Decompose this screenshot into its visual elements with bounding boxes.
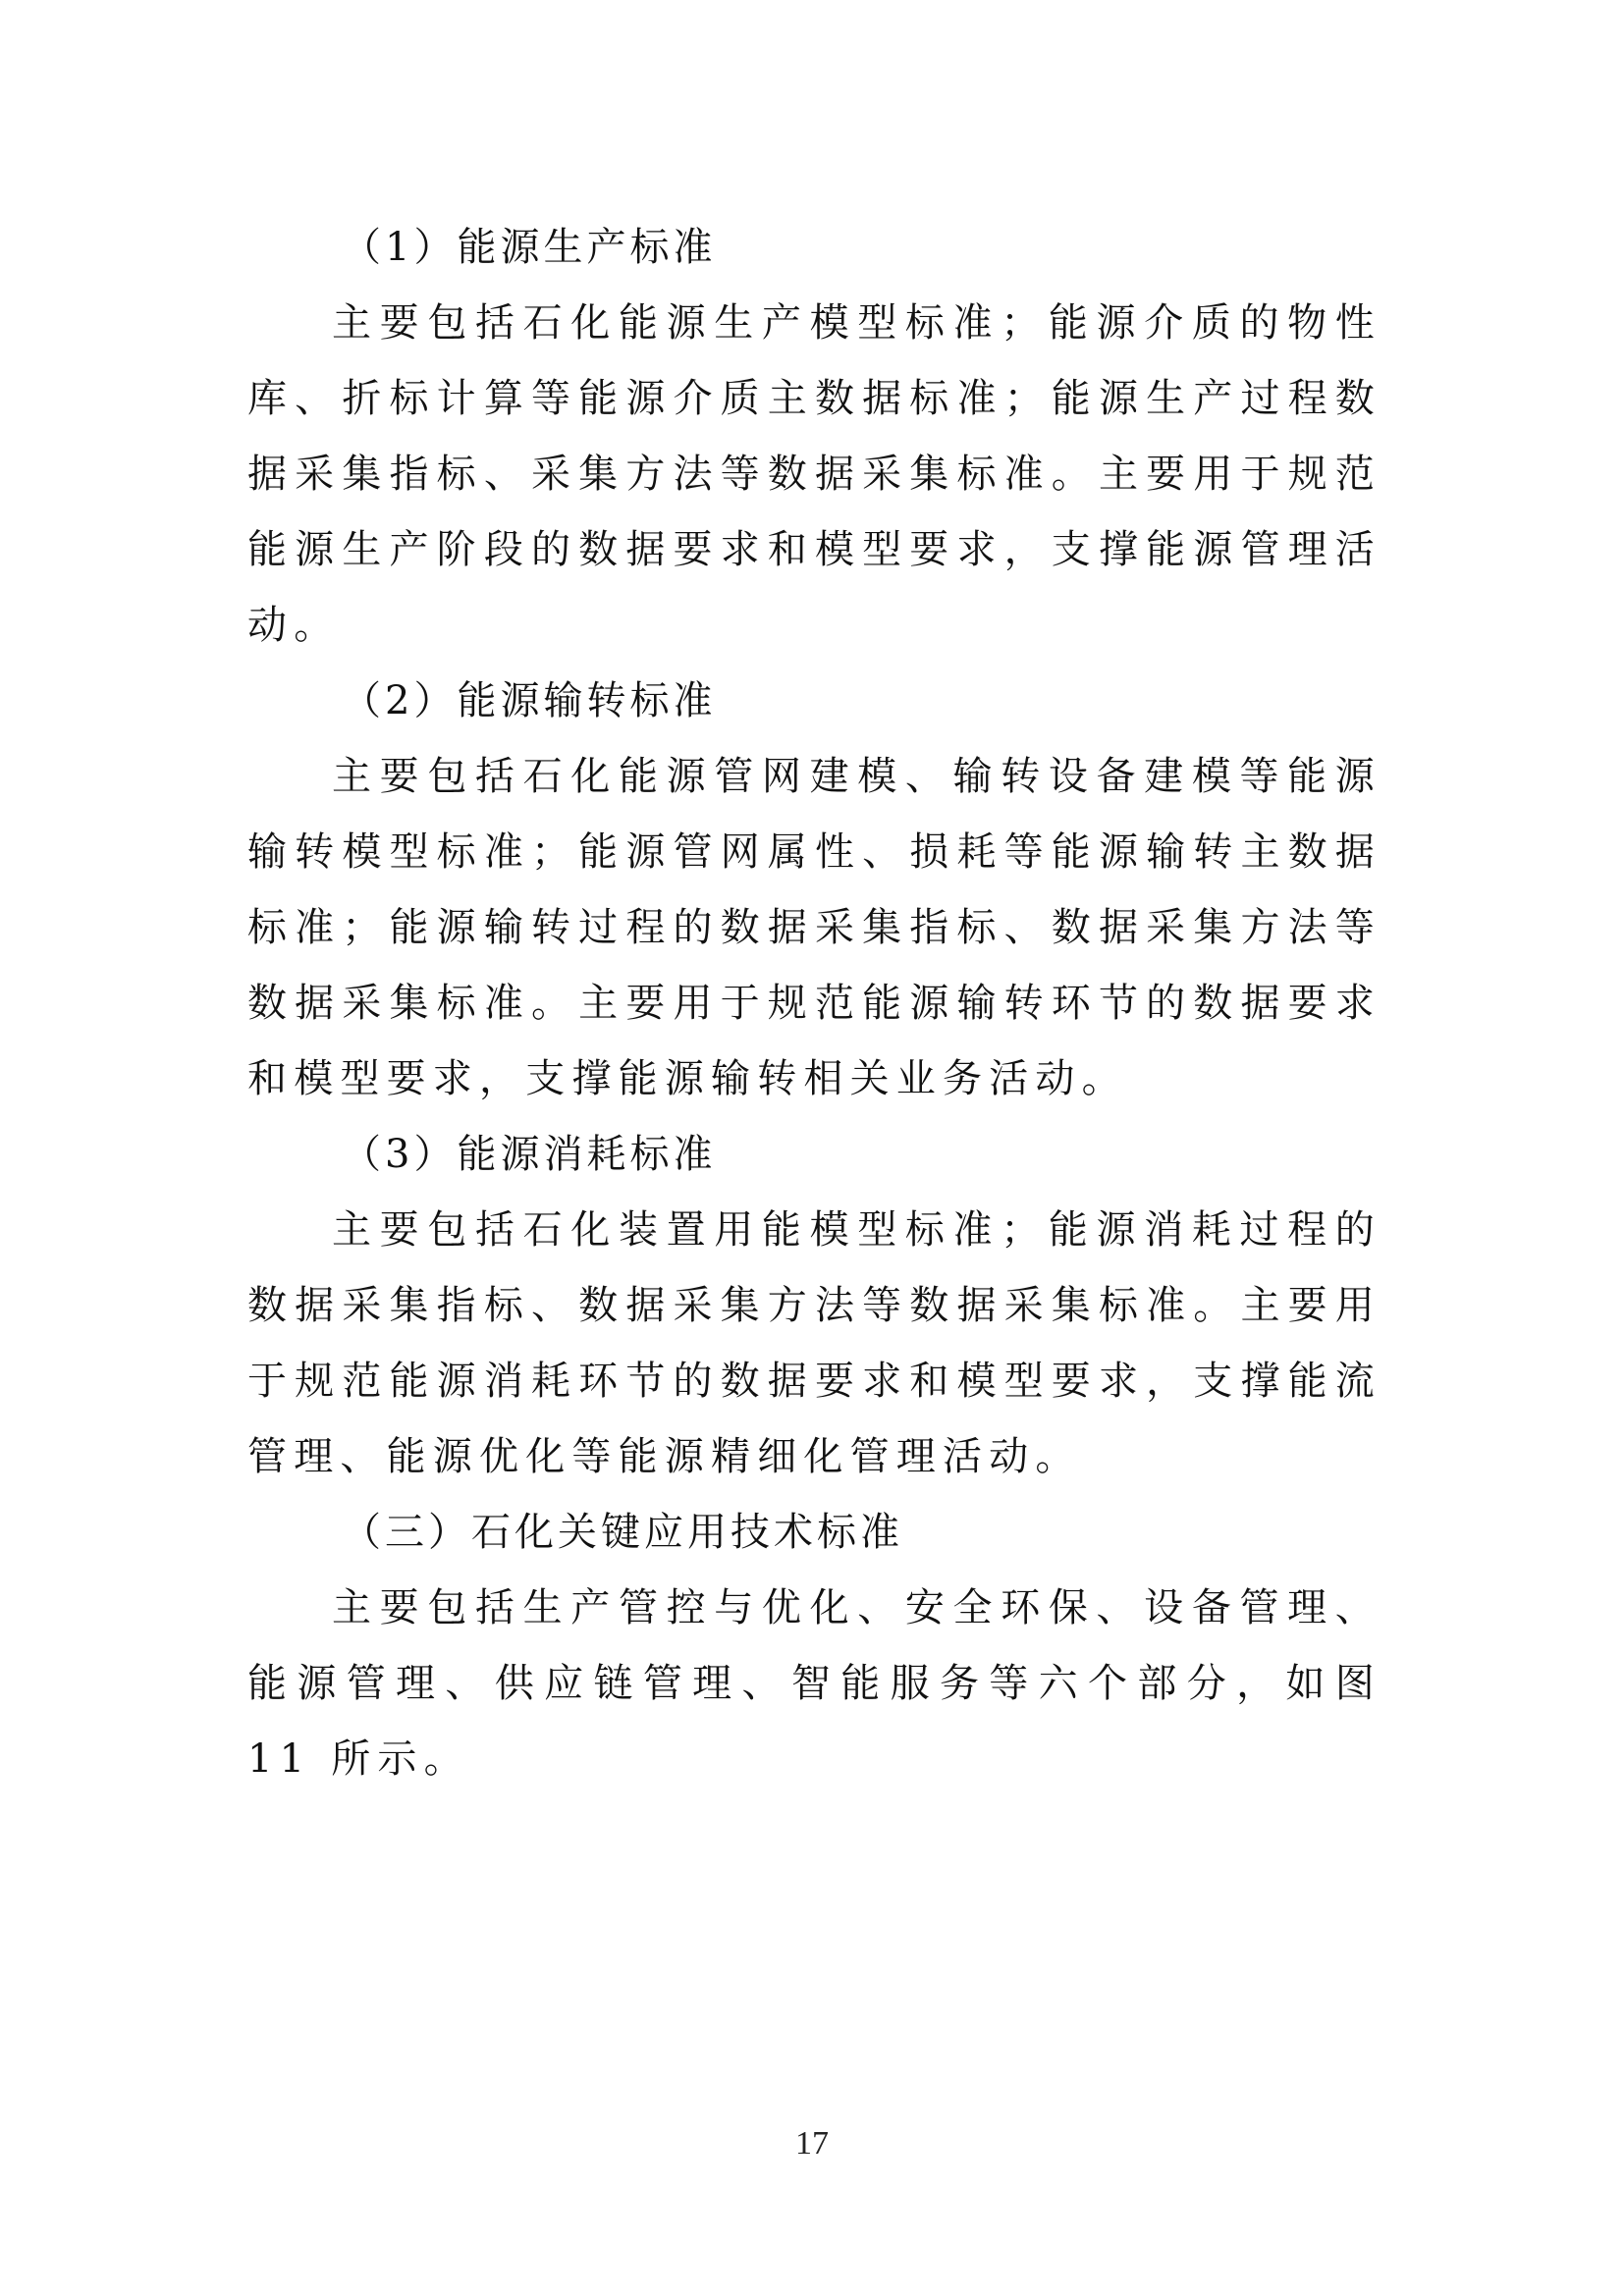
section-paragraph-energy-transfer: 主要包括石化能源管网建模、输转设备建模等能源输转模型标准；能源管网属性、损耗等能源输转主数据标准；能源输转过程的数据采集指标、数据采集方法等数据采集标准。主要用于规范能源输转环节的数据要求和模型要求，支撑能源输转相关业务活动。 — [247, 754, 1381, 1101]
section-paragraph-energy-production: 主要包括石化能源生产模型标准；能源介质的物性库、折标计算等能源介质主数据标准；能源生产过程数据采集指标、采集方法等数据采集标准。主要用于规范能源生产阶段的数据要求和模型要求，支撑能源管理活动。 — [247, 300, 1381, 648]
section-paragraph-key-application-standards: 主要包括生产管控与优化、安全环保、设备管理、能源管理、供应链管理、智能服务等六个部分，如图 11 所示。 — [247, 1585, 1381, 1782]
section-paragraph-energy-consumption: 主要包括石化装置用能模型标准；能源消耗过程的数据采集指标、数据采集方法等数据采集标准。主要用于规范能源消耗环节的数据要求和模型要求，支撑能流管理、能源优化等能源精细化管理活动。 — [247, 1207, 1381, 1479]
section-heading-energy-consumption: （3）能源消耗标准 — [342, 1132, 717, 1177]
section-heading-energy-transfer: （2）能源输转标准 — [342, 678, 717, 723]
section-heading-key-application-standards: （三）石化关键应用技术标准 — [342, 1510, 903, 1555]
section-heading-energy-production: （1）能源生产标准 — [342, 225, 717, 270]
document-body — [247, 210, 1381, 1797]
page-number: 17 — [795, 2125, 829, 2162]
